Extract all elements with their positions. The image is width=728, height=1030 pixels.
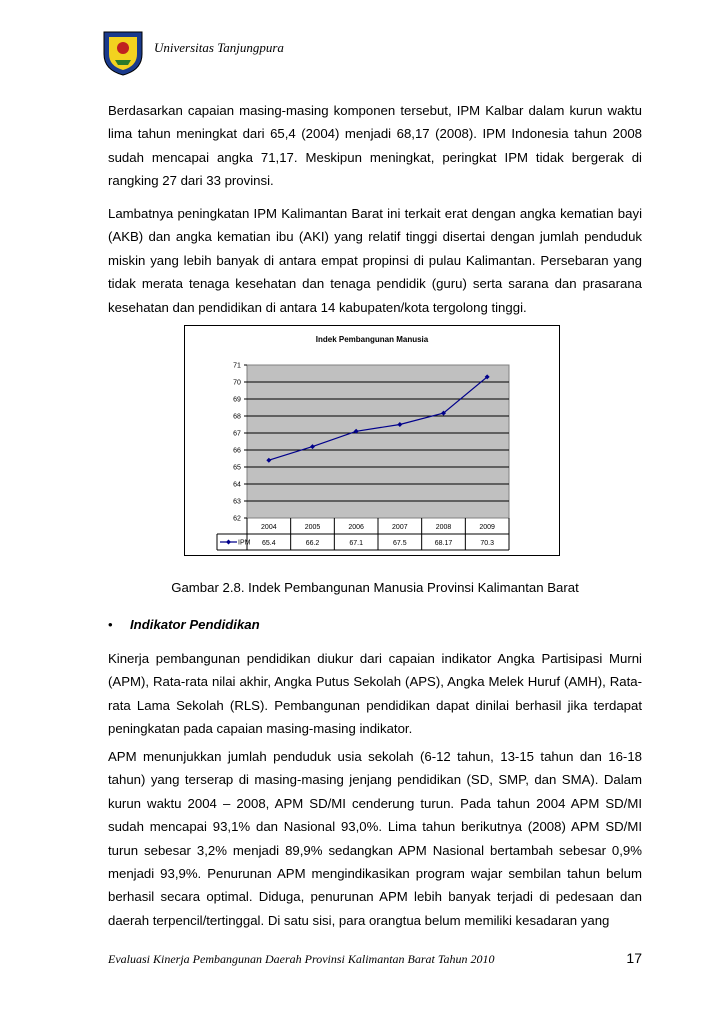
data-value-label: 67.5 (393, 540, 407, 547)
data-value-label: 66.2 (305, 540, 320, 547)
y-tick-label: 70 (233, 379, 241, 387)
legend-marker (226, 540, 231, 545)
y-tick-label: 65 (233, 464, 241, 472)
bullet-symbol: • (108, 617, 113, 632)
paragraph-apm: APM menunjukkan jumlah penduduk usia sekolah (6-12 tahun, 13-15 tahun dan 16-18 tahun) yang terserap di masing-masing jenjang pendidikan (SD, SMP, dan SMA). Dalam kurun waktu 2004 – 2008, APM SD/MI cenderung turun. Pada tahun 2004 APM SD/MI sudah mencapai 93,1% dan Nasional 93,0%. Lima tahun berikutnya (2008) APM SD/MI turun sebesar 3,2% menjadi 89,9% sedangkan APM Nasional bertambah sebesar 0,9% menjadi 93,9%. Penurunan APM mengindikasikan program wajar sembilan tahun belum berhasil secara optimal. Diduga, penurunan APM lebih banyak terjadi di pedesaan dan daerah terpencil/tertinggal. Di satu sisi, para orangtua belum memiliki kesadaran yang (108, 749, 642, 928)
data-value-label: 65.4 (262, 540, 276, 547)
paragraph-education-indicators: Kinerja pembangunan pendidikan diukur dari capaian indikator Angka Partisipasi Murni (APM), Rata-rata nilai akhir, Angka Putus Sekolah (APS), Angka Melek Huruf (AMH), Rata-rata Lama Sekolah (RLS). Pembangunan pendidikan dapat dinilai berhasil jika terdapat peningkatan pada capaian masing-masing indikator. (108, 651, 642, 737)
paragraph-ipm-factors: Lambatnya peningkatan IPM Kalimantan Barat ini terkait erat dengan angka kematian bayi (AKB) dan angka kematian ibu (AKI) yang relatif tinggi disertai dengan jumlah penduduk miskin yang lebih banyak di antara empat propinsi di pulau Kalimantan. Persebaran yang tidak merata tenaga kesehatan dan tenaga pendidik (guru) serta sarana dan prasarana kesehatan dan pendidikan di antara 14 kabupaten/kota tergolong tinggi. (108, 206, 642, 315)
x-category-label: 2005 (304, 524, 321, 531)
ipm-chart (184, 325, 560, 556)
x-category-label: 2009 (479, 524, 495, 531)
chart-title: Indek Pembangunan Manusia (315, 335, 429, 344)
footer-text: Evaluasi Kinerja Pembangunan Daerah Provinsi Kalimantan Barat Tahun 2010 (108, 952, 495, 966)
y-tick-label: 68 (233, 413, 241, 421)
y-tick-label: 67 (233, 430, 241, 438)
y-tick-label: 71 (233, 362, 241, 370)
plot-area (247, 365, 509, 518)
ipm-chart-svg (185, 326, 559, 555)
y-tick-label: 64 (233, 481, 241, 489)
university-logo (100, 28, 146, 76)
page-header (100, 28, 645, 76)
x-category-label: 2008 (435, 524, 452, 531)
data-value-label: 68.17 (434, 540, 453, 547)
y-tick-label: 62 (233, 515, 241, 523)
y-tick-label: 69 (233, 396, 241, 404)
page-footer (108, 952, 642, 967)
page-number: 17 (626, 950, 642, 966)
data-value-label: 67.1 (349, 540, 363, 547)
figure-caption: Gambar 2.8. Indek Pembangunan Manusia Provinsi Kalimantan Barat (171, 580, 579, 595)
paragraph-ipm-summary: Berdasarkan capaian masing-masing komponen tersebut, IPM Kalbar dalam kurun waktu lima tahun meningkat dari 65,4 (2004) menjadi 68,17 (2008). IPM Indonesia tahun 2008 sudah mencapai angka 71,17. Meskipun meningkat, peringkat IPM tidak bergerak di rangking 27 dari 33 provinsi. (108, 103, 642, 189)
y-tick-label: 63 (233, 498, 241, 506)
y-tick-label: 66 (233, 447, 241, 455)
section-heading: Indikator Pendidikan (130, 617, 260, 632)
x-category-label: 2004 (261, 524, 277, 531)
university-name: Universitas Tanjungpura (154, 40, 284, 55)
x-category-label: 2006 (348, 524, 364, 531)
legend-label: IPM (238, 539, 251, 547)
x-category-label: 2007 (392, 524, 408, 531)
data-value-label: 70.3 (480, 540, 494, 547)
